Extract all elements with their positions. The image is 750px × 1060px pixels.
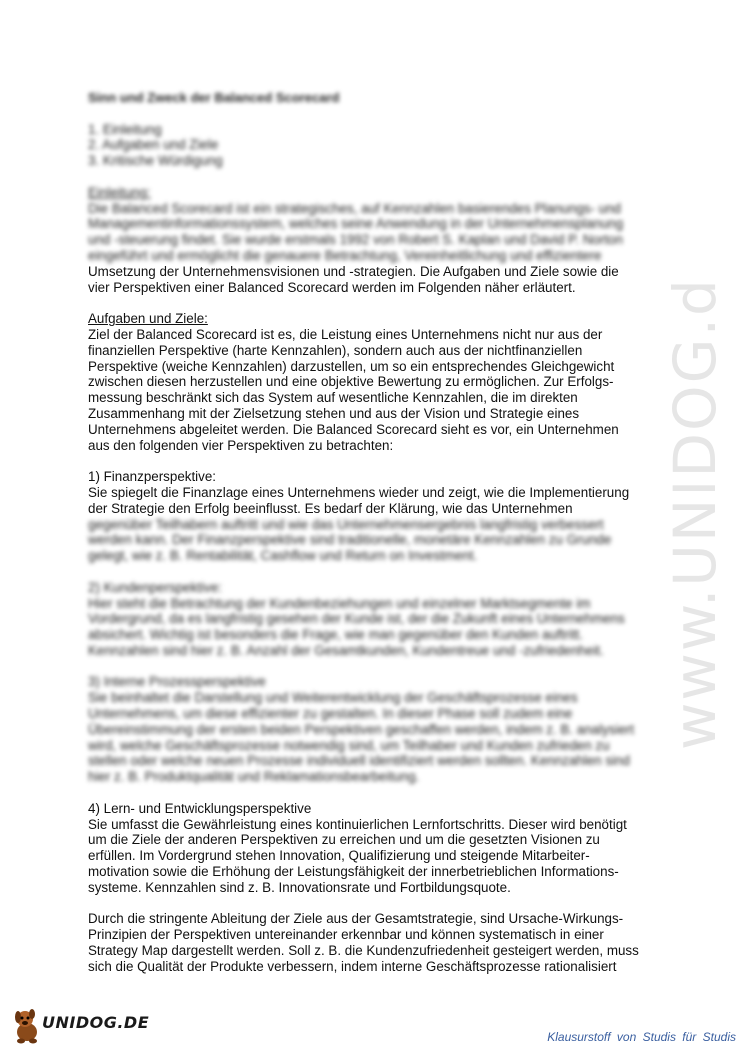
table-of-contents [88, 122, 688, 169]
footer-tagline: Klausurstoff von Studis für Studis [547, 1030, 736, 1044]
paragraph-line: Perspektive (weiche Kennzahlen) darzustellen, um so ein entsprechendes Gleichgewicht [88, 358, 615, 374]
finance-section [88, 469, 688, 564]
paragraph-line: absichert. Wichtig ist besonders die Frage, wie man gegenüber den Kunden auftritt. [88, 627, 583, 643]
dog-mascot-icon [10, 1005, 44, 1045]
toc-item: 3. Kritische Würdigung [88, 153, 223, 169]
paragraph-line: um die Ziele der anderen Perspektiven zu erreichen und um die gesetzten Visionen zu [88, 832, 600, 848]
paragraph-line: sich die Qualität der Produkte verbessern, indem interne Geschäftsprozesse rationalisiert [88, 958, 617, 974]
paragraph-line: Prinzipien der Perspektiven untereinander erkennbar und können systematisch in einer [88, 927, 604, 943]
customer-heading: 2) Kundenperspektive: [88, 579, 222, 595]
process-heading: 3) Interne Prozessperspektive [88, 674, 266, 690]
paragraph-line: gegenüber Teilhabern auftritt und wie das Unternehmensergebnis langfristig verbessert [88, 516, 604, 532]
paragraph-line: Sie spiegelt die Finanzlage eines Unternehmens wieder und zeigt, wie die Implementierung [88, 484, 630, 500]
paragraph-line: Ziel der Balanced Scorecard ist es, die Leistung eines Unternehmens nicht nur aus der [88, 326, 603, 342]
watermark-text: www.UNIDOG.de [661, 280, 729, 750]
paragraph-line: Unternehmens, um diese effizienter zu gestalten. In dieser Phase soll zudem eine [88, 706, 573, 722]
document-body [88, 90, 688, 975]
toc-item: 1. Einleitung [88, 121, 162, 137]
paragraph-line: Sie umfasst die Gewährleistung eines kontinuierlichen Lernfortschritts. Dieser wird benötigt [88, 816, 627, 832]
paragraph-line: Vordergrund, da es langfristig gesehen der Kunde ist, der die Zukunft eines Unternehmens [88, 611, 625, 627]
paragraph-line: Unternehmens abgeleitet werden. Die Balanced Scorecard sieht es vor, ein Unternehmen [88, 421, 619, 437]
paragraph-line: Managementinformationssystem, welches seine Anwendung in der Unternehmensplanung [88, 216, 624, 232]
unidog-logo [10, 1005, 160, 1045]
paragraph-line: Übereinstimmung der ersten beiden Perspektiven geschaffen werden, indem z. B. analysiert [88, 721, 635, 737]
paragraph-line: Hier steht die Betrachtung der Kundenbeziehungen und einzelner Marktsegmente im [88, 595, 591, 611]
paragraph-line: werden kann. Der Finanzperspektive sind traditionelle, monetäre Kennzahlen zu Grunde [88, 532, 612, 548]
paragraph-line: stellen oder welche neuen Prozesse individuell identifiziert werden sollten. Kennzahlen sind [88, 753, 630, 769]
paragraph-line: Strategy Map dargestellt werden. Soll z. B. die Kundenzufriedenheit gesteigert werden, muss [88, 943, 639, 959]
paragraph-line: eingeführt und ermöglicht die genauere Betrachtung, Vereinheitlichung und effizientere [88, 247, 602, 263]
finance-heading: 1) Finanzperspektive: [88, 469, 217, 485]
paragraph-line: finanziellen Perspektive (harte Kennzahlen), sondern auch aus der nichtfinanziellen [88, 342, 583, 358]
process-section [88, 674, 688, 785]
paragraph-line: erfüllen. Im Vordergrund stehen Innovation, Qualifizierung und steigende Mitarbeiter- [88, 848, 590, 864]
closing-section [88, 911, 688, 974]
document-title: Sinn und Zweck der Balanced Scorecard [88, 90, 340, 105]
paragraph-line: Die Balanced Scorecard ist ein strategisches, auf Kennzahlen basierendes Planungs- und [88, 200, 621, 216]
paragraph-line: vier Perspektiven einer Balanced Scorecard werden im Folgenden näher erläutert. [88, 279, 576, 295]
learning-section [88, 801, 688, 896]
paragraph-line: und -steuerung findet. Sie wurde erstmals 1992 von Robert S. Kaplan und David P. Norton [88, 232, 623, 248]
paragraph-line: zwischen diesen herzustellen und eine objektive Bewertung zu ermöglichen. Zur Erfolgs- [88, 374, 614, 390]
toc-item: 2. Aufgaben und Ziele [88, 137, 219, 153]
intro-section [88, 185, 688, 296]
paragraph-line: aus den folgenden vier Perspektiven zu betrachten: [88, 437, 394, 453]
paragraph-line: Zusammenhang mit der Zielsetzung stehen und aus der Vision und Strategie eines [88, 405, 580, 421]
paragraph-line: hier z. B. Produktqualität und Reklamationsbearbeitung. [88, 769, 420, 785]
paragraph-line: Sie beinhaltet die Darstellung und Weiterentwicklung der Geschäftsprozesse eines [88, 690, 578, 706]
paragraph-line: Umsetzung der Unternehmensvisionen und -strategien. Die Aufgaben und Ziele sowie die [88, 263, 619, 279]
paragraph-line: messung beschränkt sich das System auf wesentliche Kennzahlen, die im direkten [88, 390, 578, 406]
paragraph-line: Kennzahlen sind hier z. B. Anzahl der Gesamtkunden, Kundentreue und -zufriedenheit. [88, 642, 604, 658]
goals-heading: Aufgaben und Ziele: [88, 311, 208, 327]
paragraph-line: systeme. Kennzahlen sind z. B. Innovationsrate und Fortbildungsquote. [88, 879, 511, 895]
goals-section [88, 311, 688, 453]
customer-section [88, 580, 688, 659]
paragraph-line: wird, welche Geschäftsprozesse notwendig sind, um Teilhaber und Kunden zufrieden zu [88, 737, 610, 753]
paragraph-line: gelegt, wie z. B. Rentabilität, Cashflow und Return on Investment. [88, 548, 478, 564]
paragraph-line: Durch die stringente Ableitung der Ziele aus der Gesamtstrategie, sind Ursache-Wirkungs- [88, 911, 624, 927]
logo-text: UNIDOG.DE [42, 1013, 150, 1032]
learning-heading: 4) Lern- und Entwicklungsperspektive [88, 800, 312, 816]
intro-heading: Einleitung: [88, 184, 151, 200]
paragraph-line: motivation sowie die Erhöhung der Leistungsfähigkeit der innerbetrieblichen Informations- [88, 864, 619, 880]
paragraph-line: der Strategie den Erfolg beeinflusst. Es bedarf der Klärung, wie das Unternehmen [88, 500, 573, 516]
